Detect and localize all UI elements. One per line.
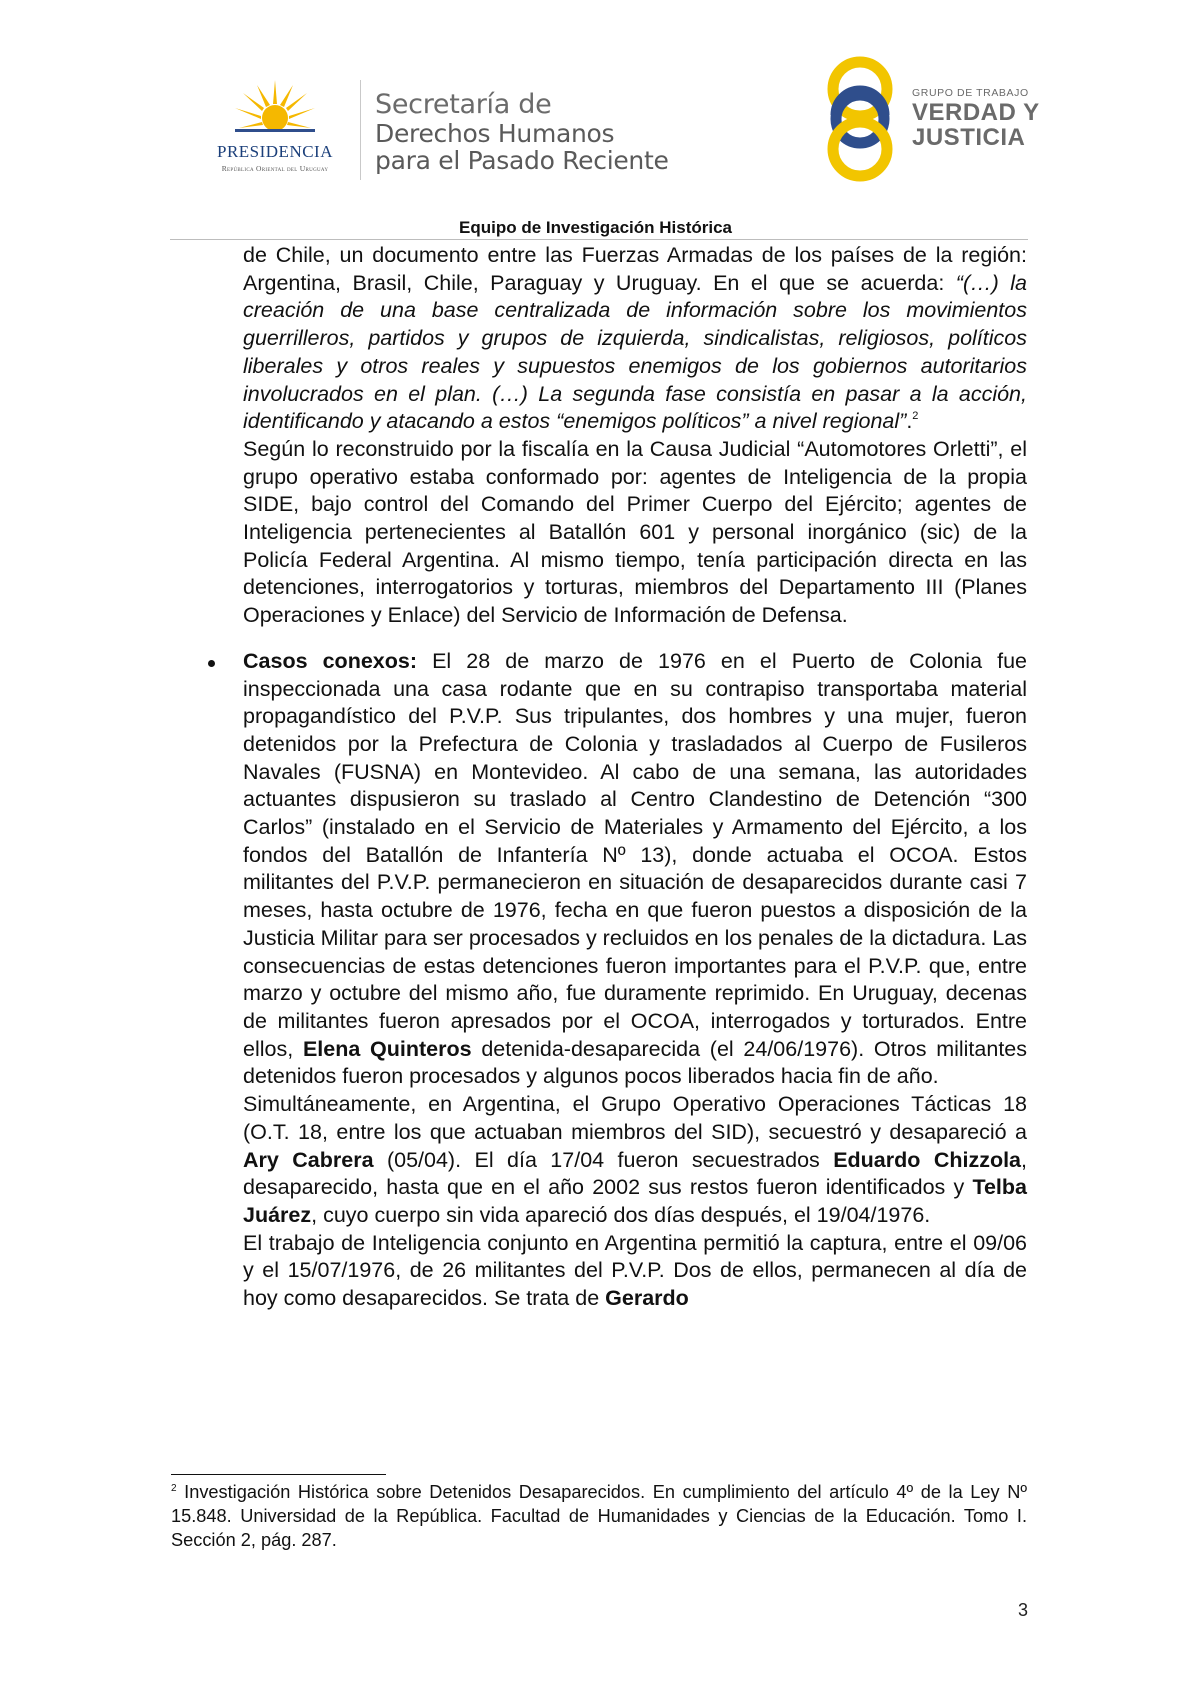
gtvj-line-2: VERDAD Y bbox=[912, 99, 1040, 126]
ot18-text-1: Simultáneamente, en Argentina, el Grupo Operativo Operaciones Tácticas 18 (O.T. 18, entre los que actuaban miembros del SID), secuestró y desapareció a bbox=[243, 1092, 1027, 1144]
paragraph-end: . bbox=[906, 409, 913, 434]
footnote-number: 2 bbox=[171, 1483, 177, 1494]
ot18-text-3: , desaparecido, hasta que en el año 2002 sus restos fueron identificados y bbox=[243, 1147, 1027, 1200]
casos-conexos-text-1: El 28 de marzo de 1976 en el Puerto de Colonia fue inspeccionada una casa rodante que en su contrapiso transportaba material propagandístico del P.V.P. Sus tripulantes, dos hombres y una mujer, fueron detenidos por la Prefectura de Colonia y trasladados al Cuerpo de Fusileros Navales (FUSNA) en Montevideo. Al cabo de una semana, las autoridades actuantes dispusieron su traslado al Centro Clandestino de Detención “300 Carlos” (instalado en el Servicio de Materiales y Armamento del Ejército, a los fondos del Batallón de Infantería Nº 13), donde actuaba el OCOA. Estos militantes del P.V.P. permanecieron en situación de desaparecidos durante casi 7 meses, hasta octubre de 1976, fecha en que fueron puestos a disposición de la Justicia Militar para ser procesados y recluidos en los penales de la dictadura. Las consecuencias de estas detenciones fueron importantes para el P.V.P. que, entre marzo y octubre del mismo año, fue duramente reprimido. En Uruguay, decenas de militantes fueron apresados por el OCOA, interrogados y torturados. Entre ellos, bbox=[243, 648, 1027, 1061]
ot18-text-4: , cuyo cuerpo sin vida apareció dos días después, el 19/04/1976. bbox=[311, 1202, 931, 1227]
presidencia-name: PRESIDENCIA bbox=[216, 142, 333, 161]
paragraph-inteligencia bbox=[243, 1230, 1027, 1313]
footnote bbox=[171, 1481, 1027, 1552]
verdad-justicia-logo bbox=[820, 55, 1040, 185]
page-header bbox=[0, 0, 1191, 240]
paragraph-plan-condor bbox=[243, 242, 1027, 436]
secretaria-line-2: Derechos Humanos bbox=[375, 119, 615, 148]
presidencia-subtitle: República Oriental del Uruguay bbox=[221, 164, 329, 173]
person-name-chizzola: Eduardo Chizzola bbox=[833, 1147, 1022, 1172]
ot18-text-2: (05/04). El día 17/04 fueron secuestrados bbox=[373, 1147, 834, 1172]
document-body bbox=[243, 242, 1027, 1313]
list-item-casos-conexos bbox=[243, 648, 1027, 1313]
casos-conexos-label: Casos conexos: bbox=[243, 648, 417, 673]
section-heading: Equipo de Investigación Histórica bbox=[459, 218, 732, 237]
header-divider bbox=[360, 80, 361, 180]
footnote-reference[interactable]: 2 bbox=[912, 410, 919, 423]
gtvj-line-1: GRUPO DE TRABAJO bbox=[912, 87, 1029, 99]
presidencia-logo bbox=[195, 78, 355, 178]
footnote-text: Investigación Histórica sobre Detenidos Desaparecidos. En cumplimiento del artículo 4º de la Ley Nº 15.848. Universidad de la República. Facultad de Humanidades y Ciencias de la Educación. Tomo I. Sección 2, pág. 287. bbox=[171, 1482, 1027, 1550]
bullet-icon bbox=[208, 660, 215, 667]
secretaria-line-3: para el Pasado Reciente bbox=[375, 146, 669, 175]
header-rule bbox=[170, 239, 1028, 240]
secretaria-line-1: Secretaría de bbox=[375, 89, 552, 120]
page-number: 3 bbox=[1017, 1600, 1028, 1620]
person-name-juarez: Telba Juárez bbox=[243, 1175, 1027, 1227]
sun-emblem-icon bbox=[235, 78, 315, 138]
person-name-gerardo: Gerardo bbox=[605, 1286, 689, 1311]
verdad-justicia-text bbox=[912, 87, 1040, 150]
footnote-separator bbox=[171, 1474, 386, 1475]
paragraph-casos-conexos bbox=[243, 648, 1027, 1091]
quoted-agreement: “(…) la creación de una base centralizada de información sobre los movimientos guerrilleros, partidos y grupos de izquierda, sindicalistas, religiosos, políticos liberales y otros reales y supuestos enemigos de los gobiernos autoritarios involucrados en el plan. (…) La segunda fase consistía en pasar a la acción, identificando y atacando a estos “enemigos políticos” a nivel regional” bbox=[243, 270, 1027, 434]
paragraph-orletti: Según lo reconstruido por la fiscalía en la Causa Judicial “Automotores Orletti”, el grupo operativo estaba conformado por: agentes de Inteligencia de la propia SIDE, bajo control del Comando del Primer Cuerpo del Ejército; agentes de Inteligencia pertenecientes al Batallón 601 y personal inorgánico (sic) de la Policía Federal Argentina. Al mismo tiempo, tenía participación directa en las detenciones, interrogatorios y torturas, miembros del Departamento III (Planes Operaciones y Enlace) del Servicio de Información de Defensa. bbox=[243, 436, 1027, 628]
paragraph-ot18 bbox=[243, 1091, 1027, 1230]
secretaria-logo bbox=[375, 90, 669, 174]
interlocked-rings-icon bbox=[820, 55, 900, 183]
inteligencia-text-1: El trabajo de Inteligencia conjunto en Argentina permitió la captura, entre el 09/06 y el 15/07/1976, de 26 militantes del P.V.P. Dos de ellos, permanecen al día de hoy como desaparecidos. Se trata de bbox=[243, 1230, 1027, 1311]
person-name-cabrera: Ary Cabrera bbox=[243, 1147, 374, 1172]
casos-conexos-text-2: detenida-desaparecida (el 24/06/1976). Otros militantes detenidos fueron procesados y algunos pocos liberados hacia fin de año. bbox=[243, 1036, 1028, 1089]
gtvj-line-3: JUSTICIA bbox=[912, 124, 1026, 151]
paragraph-plan-condor-text: de Chile, un documento entre las Fuerzas Armadas de los países de la región: Argentina, Brasil, Chile, Paraguay y Uruguay. En el que se acuerda: bbox=[243, 243, 1027, 295]
person-name-quinteros: Elena Quinteros bbox=[302, 1036, 472, 1061]
